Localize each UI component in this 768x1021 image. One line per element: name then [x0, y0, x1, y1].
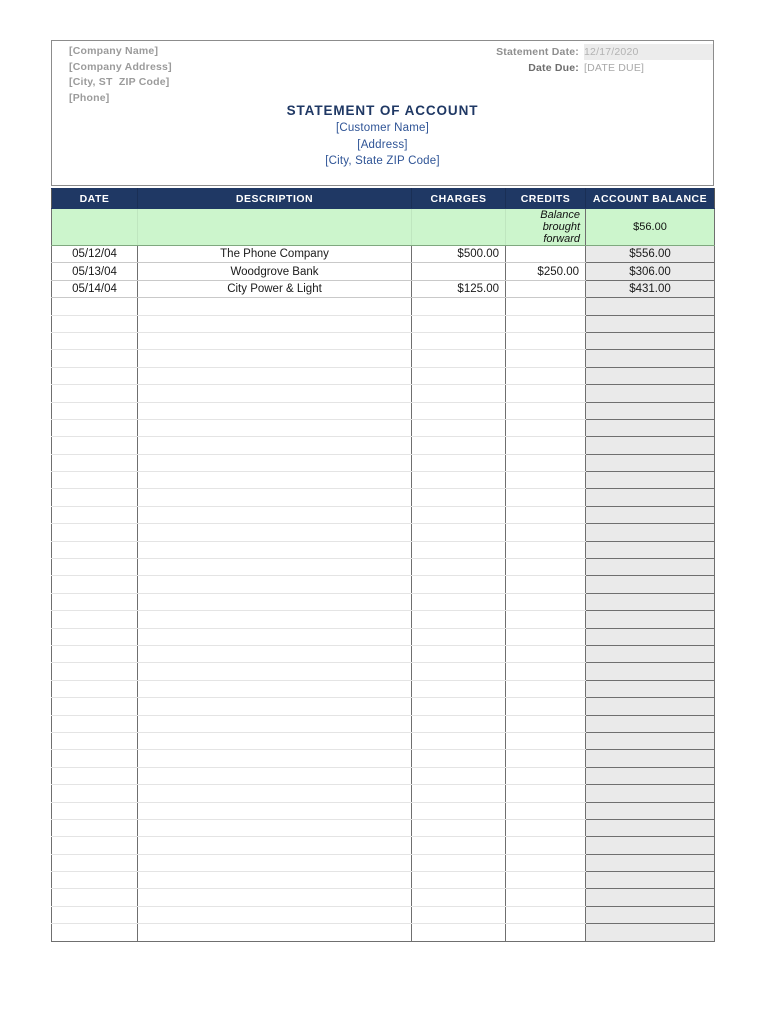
statement-header-box [51, 40, 714, 186]
cell-account-balance[interactable] [586, 489, 715, 506]
cell-credits[interactable] [506, 541, 586, 558]
cell-credits[interactable] [506, 454, 586, 471]
cell-charges[interactable] [412, 611, 506, 628]
customer-city-state-zip[interactable]: [City, State ZIP Code] [325, 155, 440, 167]
table-row [52, 332, 715, 349]
cell-credits[interactable] [506, 332, 586, 349]
ledger-header [52, 189, 715, 209]
cell-charges[interactable] [412, 489, 506, 506]
cell-date[interactable] [52, 576, 138, 593]
cell-charges[interactable] [412, 263, 506, 280]
cell-charges[interactable] [412, 419, 506, 436]
cell-description[interactable] [138, 663, 412, 680]
balance-brought-forward-value[interactable]: $56.00 [586, 209, 715, 246]
cell-description[interactable] [138, 367, 412, 384]
table-row [52, 524, 715, 541]
cell-date[interactable] [52, 872, 138, 889]
cell-credits[interactable] [506, 767, 586, 784]
cell-charges[interactable] [412, 698, 506, 715]
cell-account-balance[interactable] [586, 332, 715, 349]
cell-date[interactable] [52, 506, 138, 523]
cell-charges[interactable] [412, 785, 506, 802]
cell-description[interactable] [138, 802, 412, 819]
cell-account-balance[interactable] [586, 472, 715, 489]
cell-account-balance[interactable] [586, 593, 715, 610]
company-phone[interactable]: [Phone] [69, 91, 110, 104]
cell-date[interactable] [52, 715, 138, 732]
cell-credits[interactable] [506, 315, 586, 332]
cell-credits[interactable] [506, 559, 586, 576]
cell-credits[interactable] [506, 506, 586, 523]
table-row [52, 298, 715, 315]
cell-charges[interactable] [412, 854, 506, 871]
bf-spacer-charges [412, 209, 506, 246]
cell-account-balance[interactable] [586, 889, 715, 906]
cell-description[interactable] [138, 489, 412, 506]
cell-date[interactable] [52, 802, 138, 819]
cell-credits[interactable] [506, 489, 586, 506]
cell-date[interactable] [52, 785, 138, 802]
cell-date[interactable] [52, 628, 138, 645]
cell-credits[interactable] [506, 437, 586, 454]
table-row [52, 350, 715, 367]
cell-charges[interactable] [412, 819, 506, 836]
bf-spacer-date [52, 209, 138, 246]
cell-credits[interactable] [506, 802, 586, 819]
cell-credits[interactable] [506, 715, 586, 732]
cell-description[interactable] [138, 315, 412, 332]
cell-account-balance[interactable] [586, 315, 715, 332]
company-name[interactable]: [Company Name] [69, 45, 159, 57]
cell-description[interactable] [138, 611, 412, 628]
table-row [52, 732, 715, 749]
cell-description[interactable]: Woodgrove Bank [138, 263, 412, 280]
cell-credits[interactable] [506, 680, 586, 697]
cell-description[interactable]: The Phone Company [138, 246, 412, 263]
cell-charges[interactable] [412, 402, 506, 419]
cell-description[interactable] [138, 332, 412, 349]
column-header-charges[interactable]: CHARGES [412, 189, 506, 209]
cell-charges[interactable] [412, 872, 506, 889]
statement-date-label: Statement Date: [496, 46, 579, 58]
cell-date[interactable]: 05/14/04 [52, 280, 138, 297]
cell-charges[interactable] [412, 750, 506, 767]
cell-date[interactable] [52, 767, 138, 784]
cell-credits[interactable] [506, 419, 586, 436]
cell-description[interactable] [138, 559, 412, 576]
cell-date[interactable] [52, 541, 138, 558]
table-row [52, 750, 715, 767]
cell-account-balance[interactable] [586, 350, 715, 367]
cell-description[interactable] [138, 472, 412, 489]
cell-charges[interactable] [412, 524, 506, 541]
cell-account-balance[interactable] [586, 576, 715, 593]
cell-date[interactable] [52, 906, 138, 923]
cell-description[interactable] [138, 819, 412, 836]
cell-description[interactable] [138, 350, 412, 367]
cell-description[interactable] [138, 715, 412, 732]
cell-account-balance[interactable] [586, 367, 715, 384]
cell-date[interactable] [52, 611, 138, 628]
cell-description[interactable] [138, 298, 412, 315]
cell-charges[interactable] [412, 559, 506, 576]
cell-description[interactable] [138, 889, 412, 906]
cell-account-balance[interactable] [586, 524, 715, 541]
table-row [52, 680, 715, 697]
table-row [52, 628, 715, 645]
table-row [52, 419, 715, 436]
cell-date[interactable] [52, 698, 138, 715]
cell-description[interactable] [138, 767, 412, 784]
table-row [52, 541, 715, 558]
cell-charges[interactable] [412, 332, 506, 349]
cell-description[interactable] [138, 506, 412, 523]
table-row [52, 924, 715, 941]
cell-credits[interactable] [506, 350, 586, 367]
table-row [52, 454, 715, 471]
cell-charges[interactable] [412, 367, 506, 384]
cell-charges[interactable] [412, 767, 506, 784]
cell-account-balance[interactable] [586, 298, 715, 315]
cell-account-balance[interactable] [586, 785, 715, 802]
cell-account-balance[interactable] [586, 541, 715, 558]
cell-credits[interactable] [506, 280, 586, 297]
cell-date[interactable] [52, 315, 138, 332]
cell-charges[interactable] [412, 645, 506, 662]
table-row [52, 489, 715, 506]
cell-credits[interactable] [506, 402, 586, 419]
cell-description[interactable] [138, 628, 412, 645]
statement-date-row [293, 44, 713, 60]
cell-date[interactable] [52, 472, 138, 489]
cell-account-balance[interactable] [586, 715, 715, 732]
cell-credits[interactable] [506, 611, 586, 628]
cell-date[interactable] [52, 332, 138, 349]
table-row [52, 906, 715, 923]
cell-account-balance[interactable] [586, 698, 715, 715]
table-row [52, 854, 715, 871]
cell-description[interactable] [138, 541, 412, 558]
cell-account-balance[interactable] [586, 645, 715, 662]
cell-date[interactable] [52, 402, 138, 419]
cell-date[interactable] [52, 350, 138, 367]
cell-account-balance[interactable] [586, 559, 715, 576]
cell-charges[interactable] [412, 715, 506, 732]
cell-credits[interactable] [506, 663, 586, 680]
cell-charges[interactable] [412, 541, 506, 558]
cell-date[interactable]: 05/12/04 [52, 246, 138, 263]
company-address[interactable]: [Company Address] [69, 60, 172, 73]
cell-account-balance[interactable] [586, 732, 715, 749]
table-row [52, 506, 715, 523]
cell-credits[interactable] [506, 889, 586, 906]
cell-description[interactable] [138, 454, 412, 471]
cell-credits[interactable] [506, 872, 586, 889]
cell-credits[interactable] [506, 819, 586, 836]
cell-credits[interactable] [506, 385, 586, 402]
cell-description[interactable] [138, 906, 412, 923]
cell-date[interactable] [52, 454, 138, 471]
table-row [52, 437, 715, 454]
cell-date[interactable] [52, 298, 138, 315]
cell-description[interactable] [138, 732, 412, 749]
cell-charges[interactable] [412, 315, 506, 332]
ledger-header-row [52, 189, 715, 209]
table-row [52, 819, 715, 836]
cell-account-balance[interactable] [586, 906, 715, 923]
balance-brought-forward-label: Balance brought forward [506, 209, 586, 246]
column-header-date[interactable]: DATE [52, 189, 138, 209]
cell-account-balance[interactable] [586, 628, 715, 645]
cell-credits[interactable] [506, 645, 586, 662]
table-row [52, 472, 715, 489]
cell-charges[interactable] [412, 437, 506, 454]
cell-account-balance[interactable] [586, 402, 715, 419]
company-info-block [69, 44, 172, 106]
cell-account-balance[interactable] [586, 854, 715, 871]
cell-credits[interactable] [506, 472, 586, 489]
cell-credits[interactable] [506, 854, 586, 871]
cell-date[interactable] [52, 437, 138, 454]
cell-charges[interactable] [412, 802, 506, 819]
cell-description[interactable] [138, 698, 412, 715]
cell-credits[interactable] [506, 785, 586, 802]
cell-credits[interactable] [506, 732, 586, 749]
table-row [52, 837, 715, 854]
date-due-value[interactable]: [DATE DUE] [584, 62, 645, 74]
cell-account-balance[interactable] [586, 767, 715, 784]
cell-account-balance[interactable] [586, 819, 715, 836]
cell-credits[interactable] [506, 246, 586, 263]
cell-description[interactable] [138, 785, 412, 802]
cell-account-balance[interactable] [586, 454, 715, 471]
table-row [52, 263, 715, 280]
cell-credits[interactable] [506, 576, 586, 593]
table-row [52, 715, 715, 732]
cell-description[interactable] [138, 576, 412, 593]
cell-description[interactable] [138, 419, 412, 436]
cell-charges[interactable] [412, 889, 506, 906]
cell-charges[interactable] [412, 837, 506, 854]
cell-date[interactable] [52, 750, 138, 767]
table-row [52, 611, 715, 628]
table-row [52, 645, 715, 662]
cell-description[interactable] [138, 402, 412, 419]
customer-name[interactable]: [Customer Name] [335, 122, 430, 134]
cell-charges[interactable] [412, 628, 506, 645]
table-row [52, 889, 715, 906]
cell-description[interactable] [138, 924, 412, 941]
table-row [52, 785, 715, 802]
cell-credits[interactable] [506, 924, 586, 941]
cell-account-balance[interactable] [586, 385, 715, 402]
cell-date[interactable] [52, 489, 138, 506]
date-due-label: Date Due: [528, 62, 579, 74]
table-row [52, 663, 715, 680]
statement-dates-block [293, 44, 713, 76]
table-row [52, 402, 715, 419]
cell-charges[interactable] [412, 385, 506, 402]
cell-date[interactable] [52, 889, 138, 906]
table-row [52, 576, 715, 593]
balance-brought-forward-row [52, 209, 715, 246]
cell-description[interactable] [138, 524, 412, 541]
cell-date[interactable] [52, 593, 138, 610]
cell-credits[interactable] [506, 593, 586, 610]
cell-date[interactable] [52, 419, 138, 436]
column-header-credits[interactable]: CREDITS [506, 189, 586, 209]
table-row [52, 698, 715, 715]
table-row [52, 593, 715, 610]
page-title: STATEMENT OF ACCOUNT [286, 103, 479, 118]
table-row [52, 559, 715, 576]
cell-charges[interactable] [412, 593, 506, 610]
cell-account-balance[interactable] [586, 872, 715, 889]
cell-account-balance[interactable]: $431.00 [586, 280, 715, 297]
cell-description[interactable] [138, 593, 412, 610]
cell-account-balance[interactable] [586, 506, 715, 523]
cell-account-balance[interactable] [586, 419, 715, 436]
column-header-account-balance[interactable]: ACCOUNT BALANCE [586, 189, 715, 209]
cell-description[interactable] [138, 837, 412, 854]
cell-description[interactable] [138, 680, 412, 697]
cell-account-balance[interactable]: $306.00 [586, 263, 715, 280]
cell-account-balance[interactable] [586, 611, 715, 628]
cell-credits[interactable] [506, 298, 586, 315]
cell-charges[interactable] [412, 663, 506, 680]
cell-account-balance[interactable] [586, 924, 715, 941]
cell-date[interactable]: 05/13/04 [52, 263, 138, 280]
cell-charges[interactable] [412, 924, 506, 941]
cell-credits[interactable] [506, 906, 586, 923]
bf-spacer-description [138, 209, 412, 246]
cell-date[interactable] [52, 732, 138, 749]
cell-account-balance[interactable] [586, 837, 715, 854]
customer-address[interactable]: [Address] [357, 138, 408, 151]
cell-charges[interactable] [412, 298, 506, 315]
cell-description[interactable] [138, 872, 412, 889]
cell-credits[interactable] [506, 524, 586, 541]
table-row [52, 246, 715, 263]
cell-date[interactable] [52, 645, 138, 662]
cell-date[interactable] [52, 854, 138, 871]
cell-description[interactable] [138, 437, 412, 454]
column-header-description[interactable]: DESCRIPTION [138, 189, 412, 209]
table-row [52, 385, 715, 402]
cell-charges[interactable] [412, 506, 506, 523]
table-row [52, 767, 715, 784]
cell-date[interactable] [52, 385, 138, 402]
cell-credits[interactable] [506, 367, 586, 384]
cell-charges[interactable] [412, 472, 506, 489]
cell-description[interactable]: City Power & Light [138, 280, 412, 297]
cell-charges[interactable] [412, 680, 506, 697]
cell-date[interactable] [52, 559, 138, 576]
cell-charges[interactable]: $125.00 [412, 280, 506, 297]
cell-account-balance[interactable] [586, 663, 715, 680]
date-due-row [293, 60, 713, 76]
cell-description[interactable] [138, 854, 412, 871]
cell-account-balance[interactable]: $556.00 [586, 246, 715, 263]
cell-account-balance[interactable] [586, 802, 715, 819]
table-row [52, 315, 715, 332]
cell-date[interactable] [52, 837, 138, 854]
title-block [52, 101, 713, 170]
statement-date-value[interactable]: 12/17/2020 [584, 44, 713, 60]
company-city-state-zip[interactable]: [City, ST ZIP Code] [69, 76, 170, 88]
cell-account-balance[interactable] [586, 680, 715, 697]
cell-credits[interactable] [506, 837, 586, 854]
cell-date[interactable] [52, 680, 138, 697]
cell-credits[interactable]: $250.00 [506, 263, 586, 280]
cell-charges[interactable] [412, 732, 506, 749]
cell-charges[interactable] [412, 576, 506, 593]
cell-date[interactable] [52, 367, 138, 384]
table-row [52, 802, 715, 819]
cell-account-balance[interactable] [586, 750, 715, 767]
ledger-body [52, 209, 715, 942]
cell-description[interactable] [138, 750, 412, 767]
cell-account-balance[interactable] [586, 437, 715, 454]
ledger-table [51, 188, 715, 942]
cell-description[interactable] [138, 385, 412, 402]
table-row [52, 367, 715, 384]
cell-charges[interactable] [412, 350, 506, 367]
cell-date[interactable] [52, 663, 138, 680]
cell-description[interactable] [138, 645, 412, 662]
table-row [52, 280, 715, 297]
cell-charges[interactable]: $500.00 [412, 246, 506, 263]
cell-date[interactable] [52, 819, 138, 836]
cell-charges[interactable] [412, 454, 506, 471]
cell-charges[interactable] [412, 906, 506, 923]
cell-credits[interactable] [506, 628, 586, 645]
cell-credits[interactable] [506, 750, 586, 767]
cell-credits[interactable] [506, 698, 586, 715]
cell-date[interactable] [52, 524, 138, 541]
table-row [52, 872, 715, 889]
cell-date[interactable] [52, 924, 138, 941]
